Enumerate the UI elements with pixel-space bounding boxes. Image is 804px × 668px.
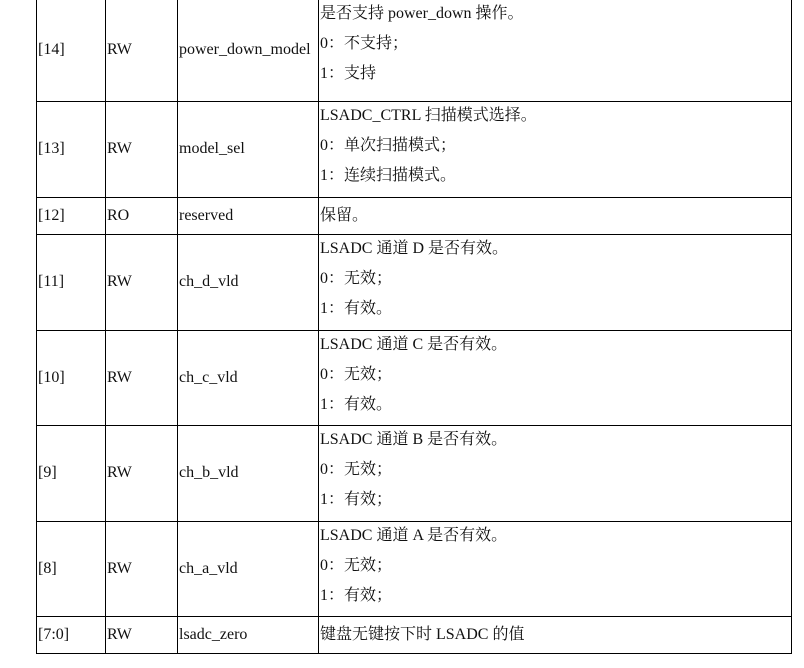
description-line: 0：不支持；	[320, 35, 409, 52]
table-row	[37, 616, 792, 653]
access-cell: RO	[106, 197, 178, 234]
access-cell: RW	[106, 616, 178, 653]
description-line: 0：无效；	[320, 460, 393, 478]
access-cell: RW	[106, 521, 178, 616]
description-cell	[319, 234, 792, 330]
description-line: 是否支持 power_down 操作。	[320, 5, 524, 22]
description-line: 0：单次扫描模式；	[320, 136, 457, 154]
bit-range-cell: [7:0]	[37, 616, 106, 653]
bit-range-cell: [10]	[37, 330, 106, 425]
description-cell	[319, 425, 792, 521]
table-row	[37, 197, 792, 234]
bit-range-cell: [8]	[37, 521, 106, 616]
field-name-cell: ch_d_vld	[178, 234, 319, 330]
access-cell: RW	[106, 330, 178, 425]
register-field-table	[36, 0, 792, 654]
description-line: 键盘无键按下时 LSADC 的值	[320, 625, 525, 643]
field-name-cell: ch_b_vld	[178, 425, 319, 521]
description-cell	[319, 616, 792, 653]
description-line: LSADC 通道 C 是否有效。	[320, 335, 508, 353]
field-name-cell: reserved	[178, 197, 319, 234]
table-row	[37, 330, 792, 425]
description-line: 1：有效；	[320, 586, 393, 604]
field-name-cell: lsadc_zero	[178, 616, 319, 653]
description-cell	[319, 330, 792, 425]
description-line: 1：有效。	[320, 299, 393, 317]
description-line: LSADC 通道 A 是否有效。	[320, 526, 508, 544]
access-cell: RW	[106, 0, 178, 101]
description-line: LSADC 通道 D 是否有效。	[320, 239, 509, 257]
bit-range-cell: [12]	[37, 197, 106, 234]
table-row	[37, 234, 792, 330]
bit-range-cell: [9]	[37, 425, 106, 521]
description-line: LSADC 通道 B 是否有效。	[320, 430, 508, 448]
description-cell	[319, 0, 792, 101]
description-line: 1：连续扫描模式。	[320, 166, 457, 184]
description-line: 1：有效。	[320, 395, 393, 413]
description-cell	[319, 101, 792, 197]
description-cell	[319, 521, 792, 616]
table-row	[37, 0, 792, 101]
description-line: 0：无效；	[320, 269, 393, 287]
description-line: 0：无效；	[320, 365, 393, 383]
description-cell	[319, 197, 792, 234]
table-row	[37, 425, 792, 521]
bit-range-cell: [11]	[37, 234, 106, 330]
field-name-cell: power_down_model	[178, 0, 319, 101]
description-line: 1：支持	[320, 65, 377, 82]
description-line: 保留。	[320, 206, 369, 224]
field-name-cell: ch_c_vld	[178, 330, 319, 425]
field-name-cell: model_sel	[178, 101, 319, 197]
description-line: 1：有效；	[320, 490, 393, 508]
description-line: LSADC_CTRL 扫描模式选择。	[320, 106, 537, 124]
access-cell: RW	[106, 234, 178, 330]
access-cell: RW	[106, 425, 178, 521]
description-line: 0：无效；	[320, 556, 393, 574]
table-row	[37, 521, 792, 616]
bit-range-cell: [14]	[37, 0, 106, 101]
field-name-cell: ch_a_vld	[178, 521, 319, 616]
bit-range-cell: [13]	[37, 101, 106, 197]
table-row	[37, 101, 792, 197]
access-cell: RW	[106, 101, 178, 197]
